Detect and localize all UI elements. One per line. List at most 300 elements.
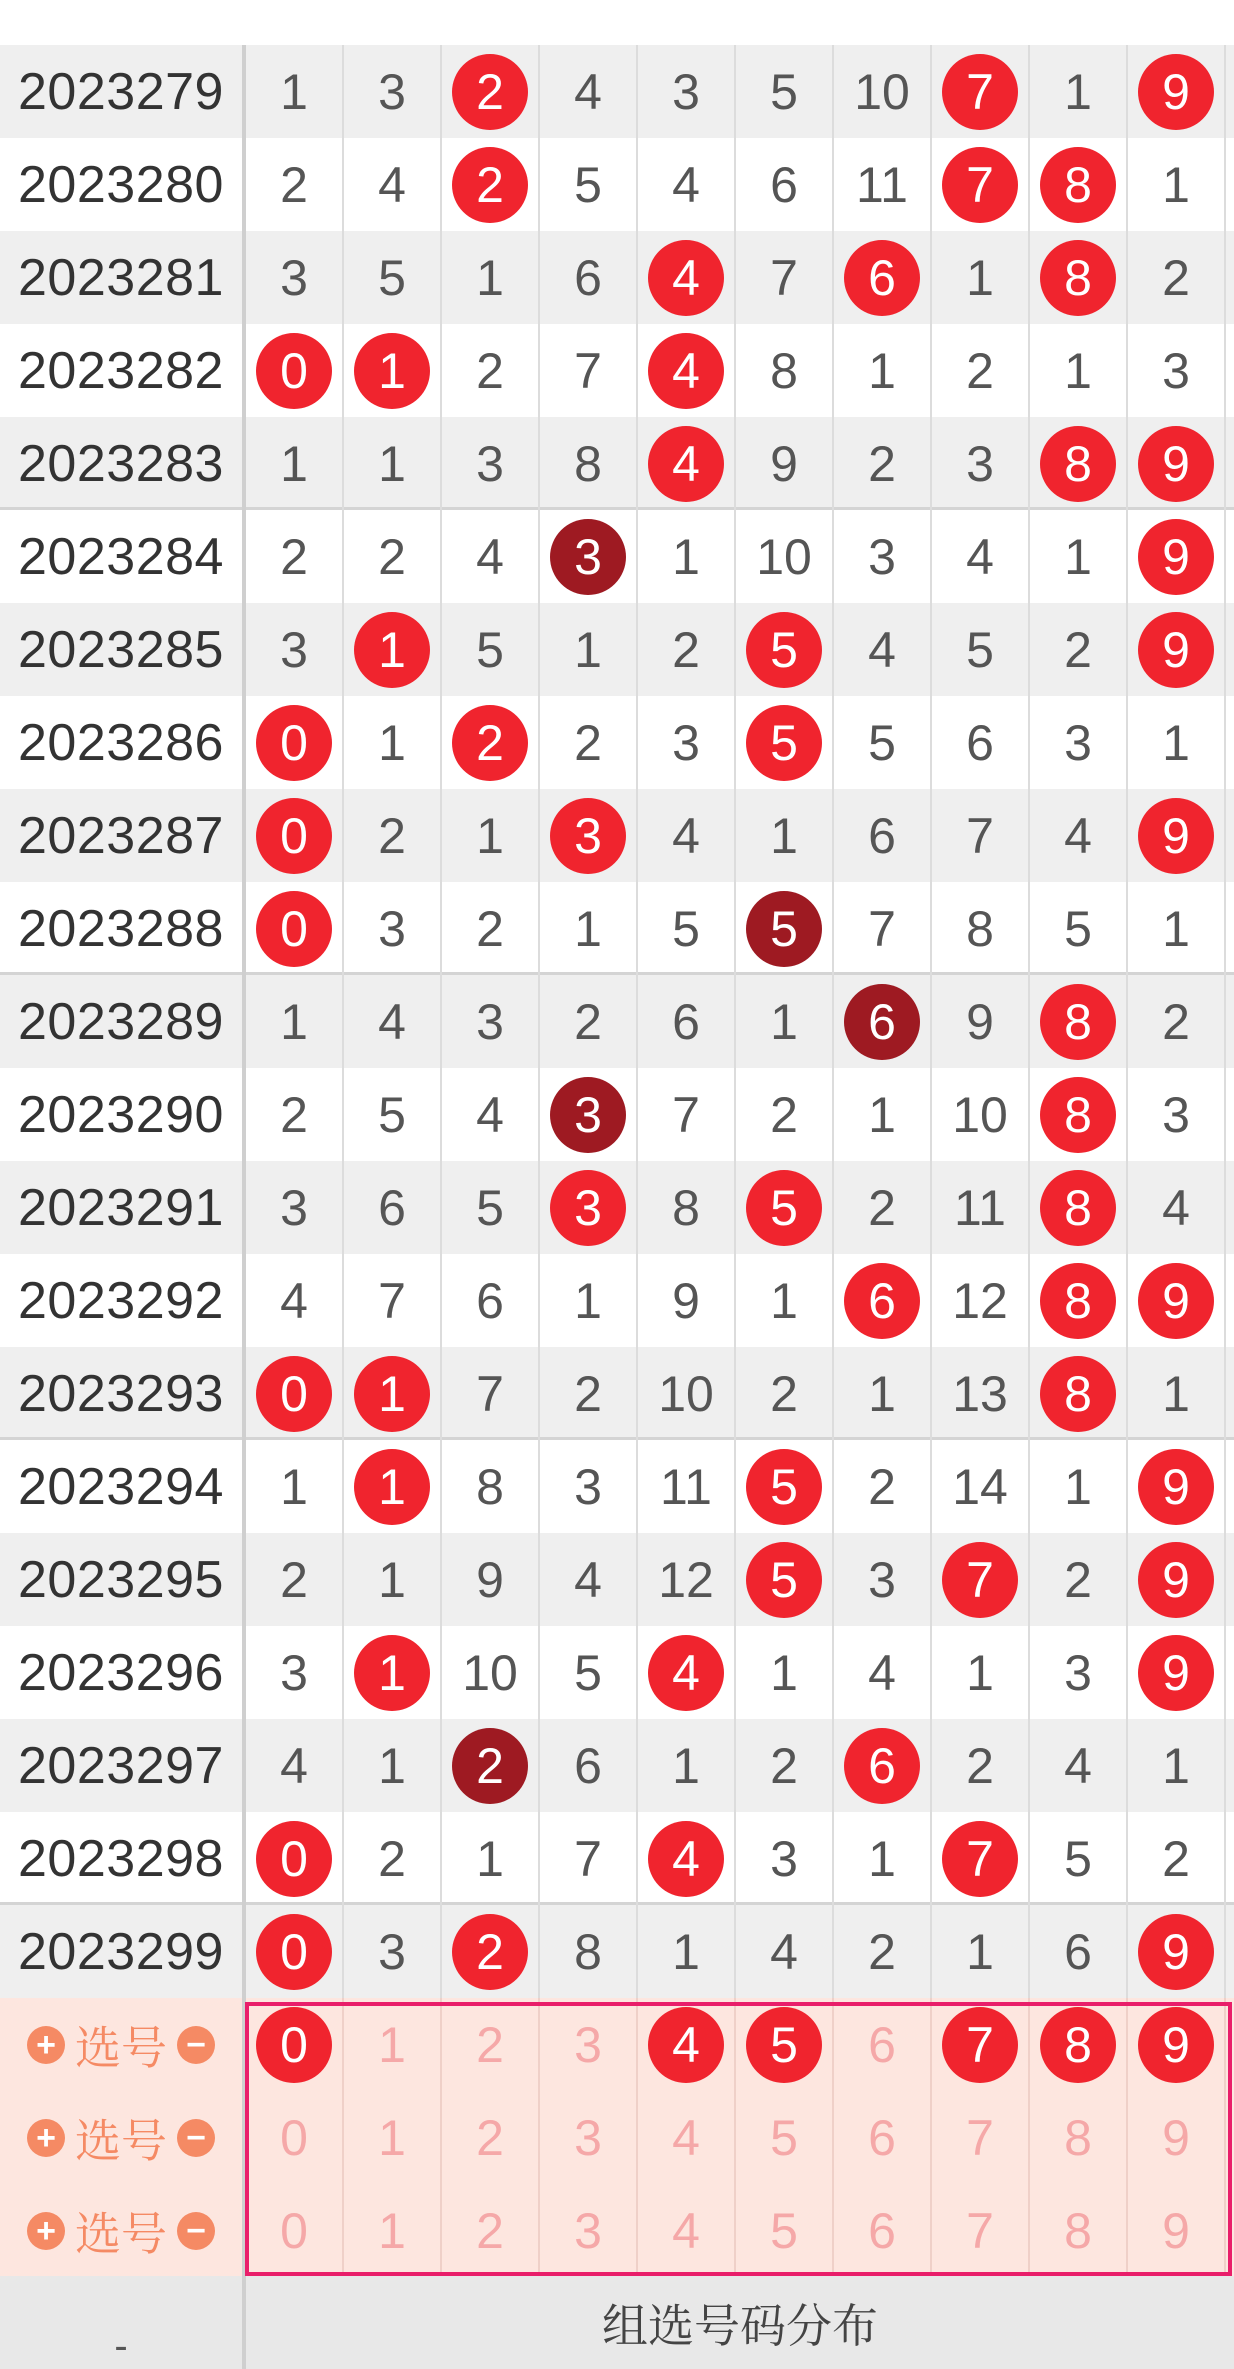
table-row [0,1161,1234,1254]
digit-cell-6: 1 [834,1068,932,1161]
issue-number: 2023296 [0,1626,246,1719]
repeat-ball: 6 [844,984,920,1060]
select-digit-7[interactable]: 7 [932,2091,1030,2184]
digit-cell-0: 2 [246,1068,344,1161]
digit-cell-4: 2 [638,603,736,696]
digit-cell-7: 13 [932,1347,1030,1440]
digit-cell-0: 4 [246,1254,344,1347]
minus-icon[interactable]: − [177,2026,215,2064]
hit-ball: 5 [746,705,822,781]
issue-number: 2023283 [0,417,246,510]
repeat-ball: 3 [550,519,626,595]
hit-ball: 3 [550,798,626,874]
select-digit-3[interactable]: 3 [540,2091,638,2184]
digit-cell-9: 3 [1128,1068,1226,1161]
digit-cell-2 [442,696,540,789]
digit-cell-3: 1 [540,1254,638,1347]
digit-cell-7: 2 [932,324,1030,417]
hit-ball: 9 [1138,1542,1214,1618]
digit-cell-9: 1 [1128,882,1226,975]
digit-cell-4: 1 [638,1905,736,1998]
hit-ball: 5 [746,1170,822,1246]
table-row [0,789,1234,882]
issue-number: 2023282 [0,324,246,417]
digit-cell-7: 3 [932,417,1030,510]
hit-ball: 7 [942,147,1018,223]
hit-ball: 7 [942,1542,1018,1618]
digit-cell-9 [1128,417,1226,510]
digit-cell-1: 1 [344,1533,442,1626]
digit-cell-1 [344,1626,442,1719]
digit-cell-3 [540,1068,638,1161]
hit-ball: 1 [354,1449,430,1525]
table-row [0,1254,1234,1347]
digit-cell-6: 1 [834,1347,932,1440]
selector-label-group [0,2184,246,2277]
select-digit-5[interactable] [736,1998,834,2091]
digit-cell-2: 5 [442,1161,540,1254]
digit-cell-7: 4 [932,510,1030,603]
digit-cell-5 [736,1161,834,1254]
digit-cell-0 [246,882,344,975]
digit-cell-9: 1 [1128,138,1226,231]
digit-cell-7: 2 [932,1719,1030,1812]
issue-number: 2023291 [0,1161,246,1254]
table-row [0,1905,1234,1998]
digit-cell-7: 1 [932,1626,1030,1719]
table-row [0,1347,1234,1440]
digit-cell-6: 3 [834,510,932,603]
digit-cell-0: 3 [246,1161,344,1254]
digit-cell-6: 5 [834,696,932,789]
selector-row [0,2184,1234,2277]
digit-cell-9: 3 [1128,324,1226,417]
digit-cell-1: 1 [344,1719,442,1812]
digit-cell-4: 4 [638,138,736,231]
select-digit-9[interactable]: 9 [1128,2091,1226,2184]
digit-cell-5: 1 [736,1626,834,1719]
digit-cell-3 [540,1161,638,1254]
issue-number: 2023279 [0,45,246,138]
repeat-ball: 5 [746,891,822,967]
digit-cell-6: 2 [834,1161,932,1254]
digit-cell-7: 14 [932,1440,1030,1533]
digit-cell-5: 5 [736,45,834,138]
digit-cell-6 [834,1254,932,1347]
digit-cell-1: 5 [344,231,442,324]
top-bar [0,0,1234,45]
hit-ball: 8 [1040,240,1116,316]
select-digit-7[interactable] [932,1998,1030,2091]
digit-cell-3: 1 [540,603,638,696]
issue-number: 2023286 [0,696,246,789]
digit-cell-4: 6 [638,975,736,1068]
digit-cell-4: 8 [638,1161,736,1254]
hit-ball: 0 [256,705,332,781]
digit-cell-1 [344,1347,442,1440]
digit-cell-5: 1 [736,1254,834,1347]
digit-cell-7 [932,1533,1030,1626]
digit-cell-8: 6 [1030,1905,1128,1998]
issue-number: 2023281 [0,231,246,324]
digit-cell-5 [736,603,834,696]
digit-cell-9: 1 [1128,1719,1226,1812]
digit-cell-7 [932,45,1030,138]
digit-cell-0 [246,1905,344,1998]
digit-cell-0 [246,1347,344,1440]
digit-cell-9 [1128,603,1226,696]
digit-cell-1: 3 [344,882,442,975]
digit-cell-5: 9 [736,417,834,510]
digit-cell-4 [638,417,736,510]
digit-cell-6: 3 [834,1533,932,1626]
digit-cell-6: 6 [834,789,932,882]
table-row [0,696,1234,789]
minus-icon[interactable]: − [177,2212,215,2250]
digit-cell-0: 4 [246,1719,344,1812]
digit-cell-3: 6 [540,1719,638,1812]
select-digit-0[interactable]: 0 [246,2184,344,2277]
digit-cell-5 [736,1440,834,1533]
digit-cell-8 [1030,231,1128,324]
digit-cell-5 [736,696,834,789]
issue-number: 2023299 [0,1905,246,1998]
hit-ball: 1 [354,1635,430,1711]
digit-cell-3: 2 [540,696,638,789]
digit-cell-0: 3 [246,603,344,696]
hit-ball: 0 [256,1356,332,1432]
table-row [0,324,1234,417]
digit-cell-6: 4 [834,603,932,696]
digit-cell-8: 1 [1030,45,1128,138]
select-digit-0[interactable] [246,1998,344,2091]
hit-ball: 8 [1040,1263,1116,1339]
digit-cell-4: 3 [638,696,736,789]
select-digit-7[interactable]: 7 [932,2184,1030,2277]
digit-cell-4: 9 [638,1254,736,1347]
digit-cell-0: 2 [246,510,344,603]
selected-ball[interactable]: 8 [1040,2007,1116,2083]
digit-cell-8 [1030,138,1128,231]
digit-cell-8: 3 [1030,1626,1128,1719]
digit-cell-2: 4 [442,1068,540,1161]
digit-cell-8 [1030,1347,1128,1440]
digit-cell-0: 1 [246,1440,344,1533]
repeat-ball: 3 [550,1077,626,1153]
select-digit-6[interactable]: 6 [834,2184,932,2277]
digit-cell-5 [736,882,834,975]
digit-cell-5: 1 [736,975,834,1068]
digit-cell-2: 1 [442,1812,540,1905]
digit-cell-7: 8 [932,882,1030,975]
digit-cell-1 [344,603,442,696]
select-digit-1[interactable]: 1 [344,1998,442,2091]
digit-cell-2: 5 [442,603,540,696]
select-digit-2[interactable]: 2 [442,2184,540,2277]
hit-ball: 8 [1040,426,1116,502]
select-digit-6[interactable]: 6 [834,1998,932,2091]
digit-cell-1: 3 [344,1905,442,1998]
digit-cell-1: 5 [344,1068,442,1161]
digit-cell-4 [638,1626,736,1719]
digit-cell-8: 1 [1030,324,1128,417]
hit-ball: 0 [256,1914,332,1990]
digit-cell-3: 2 [540,1347,638,1440]
digit-cell-7: 7 [932,789,1030,882]
digit-cell-8: 1 [1030,1440,1128,1533]
digit-cell-8 [1030,1161,1128,1254]
digit-cell-1 [344,324,442,417]
hit-ball: 9 [1138,519,1214,595]
digit-cell-6: 7 [834,882,932,975]
minus-icon[interactable]: − [177,2119,215,2157]
select-digit-2[interactable]: 2 [442,2091,540,2184]
digit-cell-3: 6 [540,231,638,324]
digit-cell-2: 10 [442,1626,540,1719]
digit-cell-2: 3 [442,417,540,510]
digit-cell-8: 1 [1030,510,1128,603]
digit-cell-6 [834,231,932,324]
digit-cell-3: 2 [540,975,638,1068]
select-digit-4[interactable] [638,1998,736,2091]
digit-cell-8 [1030,417,1128,510]
hit-ball: 9 [1138,1449,1214,1525]
hit-ball: 9 [1138,798,1214,874]
digit-cell-4: 1 [638,510,736,603]
hit-ball: 0 [256,798,332,874]
hit-ball: 6 [844,1263,920,1339]
digit-cell-8: 2 [1030,603,1128,696]
digit-cell-2 [442,1905,540,1998]
digit-cell-6: 11 [834,138,932,231]
digit-cell-5: 8 [736,324,834,417]
select-digit-6[interactable]: 6 [834,2091,932,2184]
hit-ball: 7 [942,1821,1018,1897]
select-digit-8[interactable] [1030,1998,1128,2091]
digit-cell-6 [834,1719,932,1812]
digit-cell-3 [540,789,638,882]
selected-ball[interactable]: 0 [256,2007,332,2083]
digit-cell-7: 1 [932,1905,1030,1998]
table-row [0,1068,1234,1161]
digit-cell-5: 4 [736,1905,834,1998]
digit-cell-2: 3 [442,975,540,1068]
select-digit-1[interactable]: 1 [344,2184,442,2277]
digit-cell-3: 4 [540,1533,638,1626]
digit-cell-1: 6 [344,1161,442,1254]
digit-cell-8: 2 [1030,1533,1128,1626]
hit-ball: 8 [1040,1356,1116,1432]
select-digit-9[interactable] [1128,1998,1226,2091]
digit-cell-4 [638,324,736,417]
hit-ball: 3 [550,1170,626,1246]
digit-cell-2 [442,45,540,138]
digit-cell-8 [1030,1254,1128,1347]
digit-cell-6: 2 [834,1905,932,1998]
select-number-label: 选号 [75,2207,167,2260]
digit-cell-9 [1128,1626,1226,1719]
hit-ball: 5 [746,1542,822,1618]
hit-ball: 2 [452,147,528,223]
hit-ball: 9 [1138,612,1214,688]
hit-ball: 4 [648,1635,724,1711]
hit-ball: 1 [354,612,430,688]
select-digit-0[interactable]: 0 [246,2091,344,2184]
hit-ball: 9 [1138,54,1214,130]
select-digit-9[interactable]: 9 [1128,2184,1226,2277]
digit-cell-0: 3 [246,1626,344,1719]
footer-left-cell: - [0,2276,246,2369]
digit-cell-4: 1 [638,1719,736,1812]
selected-ball[interactable]: 9 [1138,2007,1214,2083]
digit-cell-0: 1 [246,417,344,510]
digit-cell-3 [540,510,638,603]
select-digit-8[interactable]: 8 [1030,2091,1128,2184]
digit-cell-7: 6 [932,696,1030,789]
digit-cell-9 [1128,1254,1226,1347]
digit-cell-2: 9 [442,1533,540,1626]
digit-cell-3: 8 [540,1905,638,1998]
selector-label-group [0,2091,246,2184]
table-row [0,138,1234,231]
issue-number: 2023284 [0,510,246,603]
select-digit-5[interactable]: 5 [736,2091,834,2184]
digit-cell-9 [1128,789,1226,882]
repeat-ball: 2 [452,1728,528,1804]
issue-number: 2023287 [0,789,246,882]
select-number-label: 选号 [75,2021,167,2074]
digit-cell-9: 2 [1128,975,1226,1068]
digit-cell-9: 4 [1128,1161,1226,1254]
plus-icon[interactable]: + [27,2026,65,2064]
footer-bar [0,2276,1234,2369]
table-row [0,1812,1234,1905]
digit-cell-4: 11 [638,1440,736,1533]
digit-cell-1: 2 [344,789,442,882]
digit-cell-7: 9 [932,975,1030,1068]
digit-cell-4: 4 [638,789,736,882]
digit-cell-1: 3 [344,45,442,138]
digit-cell-3: 5 [540,138,638,231]
digit-cell-9 [1128,1905,1226,1998]
plus-icon[interactable]: + [27,2119,65,2157]
selected-ball[interactable]: 4 [648,2007,724,2083]
issue-number: 2023295 [0,1533,246,1626]
hit-ball: 9 [1138,1914,1214,1990]
hit-ball: 4 [648,1821,724,1897]
digit-cell-8 [1030,1068,1128,1161]
digit-cell-6: 1 [834,324,932,417]
digit-cell-4: 12 [638,1533,736,1626]
plus-icon[interactable]: + [27,2212,65,2250]
select-digit-1[interactable]: 1 [344,2091,442,2184]
digit-cell-7 [932,1812,1030,1905]
digit-cell-8: 4 [1030,789,1128,882]
hit-ball: 9 [1138,1635,1214,1711]
selector-row [0,2091,1234,2184]
digit-cell-1 [344,1440,442,1533]
select-digit-4[interactable]: 4 [638,2184,736,2277]
digit-cell-8: 5 [1030,1812,1128,1905]
digit-cell-5: 2 [736,1719,834,1812]
select-digit-3[interactable]: 3 [540,2184,638,2277]
hit-ball: 4 [648,240,724,316]
digit-cell-0: 1 [246,975,344,1068]
digit-cell-8: 3 [1030,696,1128,789]
select-digit-8[interactable]: 8 [1030,2184,1128,2277]
select-digit-5[interactable]: 5 [736,2184,834,2277]
select-digit-2[interactable]: 2 [442,1998,540,2091]
digit-cell-6: 10 [834,45,932,138]
digit-cell-0: 3 [246,231,344,324]
digit-cell-2: 8 [442,1440,540,1533]
digit-cell-9: 2 [1128,1812,1226,1905]
hit-ball: 0 [256,333,332,409]
hit-ball: 8 [1040,1170,1116,1246]
hit-ball: 8 [1040,984,1116,1060]
digit-cell-9: 1 [1128,1347,1226,1440]
digit-cell-2: 7 [442,1347,540,1440]
hit-ball: 1 [354,1356,430,1432]
digit-cell-1: 2 [344,510,442,603]
digit-cell-5: 3 [736,1812,834,1905]
select-digit-4[interactable]: 4 [638,2091,736,2184]
digit-cell-2 [442,138,540,231]
select-digit-3[interactable]: 3 [540,1998,638,2091]
issue-number: 2023294 [0,1440,246,1533]
digit-cell-0 [246,1812,344,1905]
digit-cell-3: 4 [540,45,638,138]
hit-ball: 1 [354,333,430,409]
digit-cell-8: 5 [1030,882,1128,975]
issue-number: 2023292 [0,1254,246,1347]
issue-number: 2023290 [0,1068,246,1161]
hit-ball: 6 [844,240,920,316]
hit-ball: 4 [648,426,724,502]
selected-ball[interactable]: 5 [746,2007,822,2083]
digit-cell-9 [1128,45,1226,138]
digit-cell-9 [1128,1533,1226,1626]
digit-cell-1: 1 [344,696,442,789]
digit-cell-3: 7 [540,324,638,417]
table-row [0,975,1234,1068]
digit-cell-4: 7 [638,1068,736,1161]
group-distribution-title: 组选号码分布 [602,2299,878,2352]
digit-cell-1: 4 [344,975,442,1068]
digit-cell-5: 2 [736,1068,834,1161]
selected-ball[interactable]: 7 [942,2007,1018,2083]
digit-cell-2: 4 [442,510,540,603]
table-row [0,1533,1234,1626]
digit-cell-3: 1 [540,882,638,975]
hit-ball: 7 [942,54,1018,130]
hit-ball: 5 [746,612,822,688]
digit-cell-0 [246,696,344,789]
digit-cell-3: 5 [540,1626,638,1719]
table-row [0,603,1234,696]
digit-cell-5 [736,1533,834,1626]
hit-ball: 9 [1138,426,1214,502]
digit-cell-7: 1 [932,231,1030,324]
select-number-label: 选号 [75,2114,167,2167]
table-row [0,417,1234,510]
table-row [0,510,1234,603]
digit-cell-2: 2 [442,882,540,975]
digit-cell-1: 7 [344,1254,442,1347]
digit-cell-4: 5 [638,882,736,975]
digit-cell-5: 10 [736,510,834,603]
digit-cell-9: 2 [1128,231,1226,324]
